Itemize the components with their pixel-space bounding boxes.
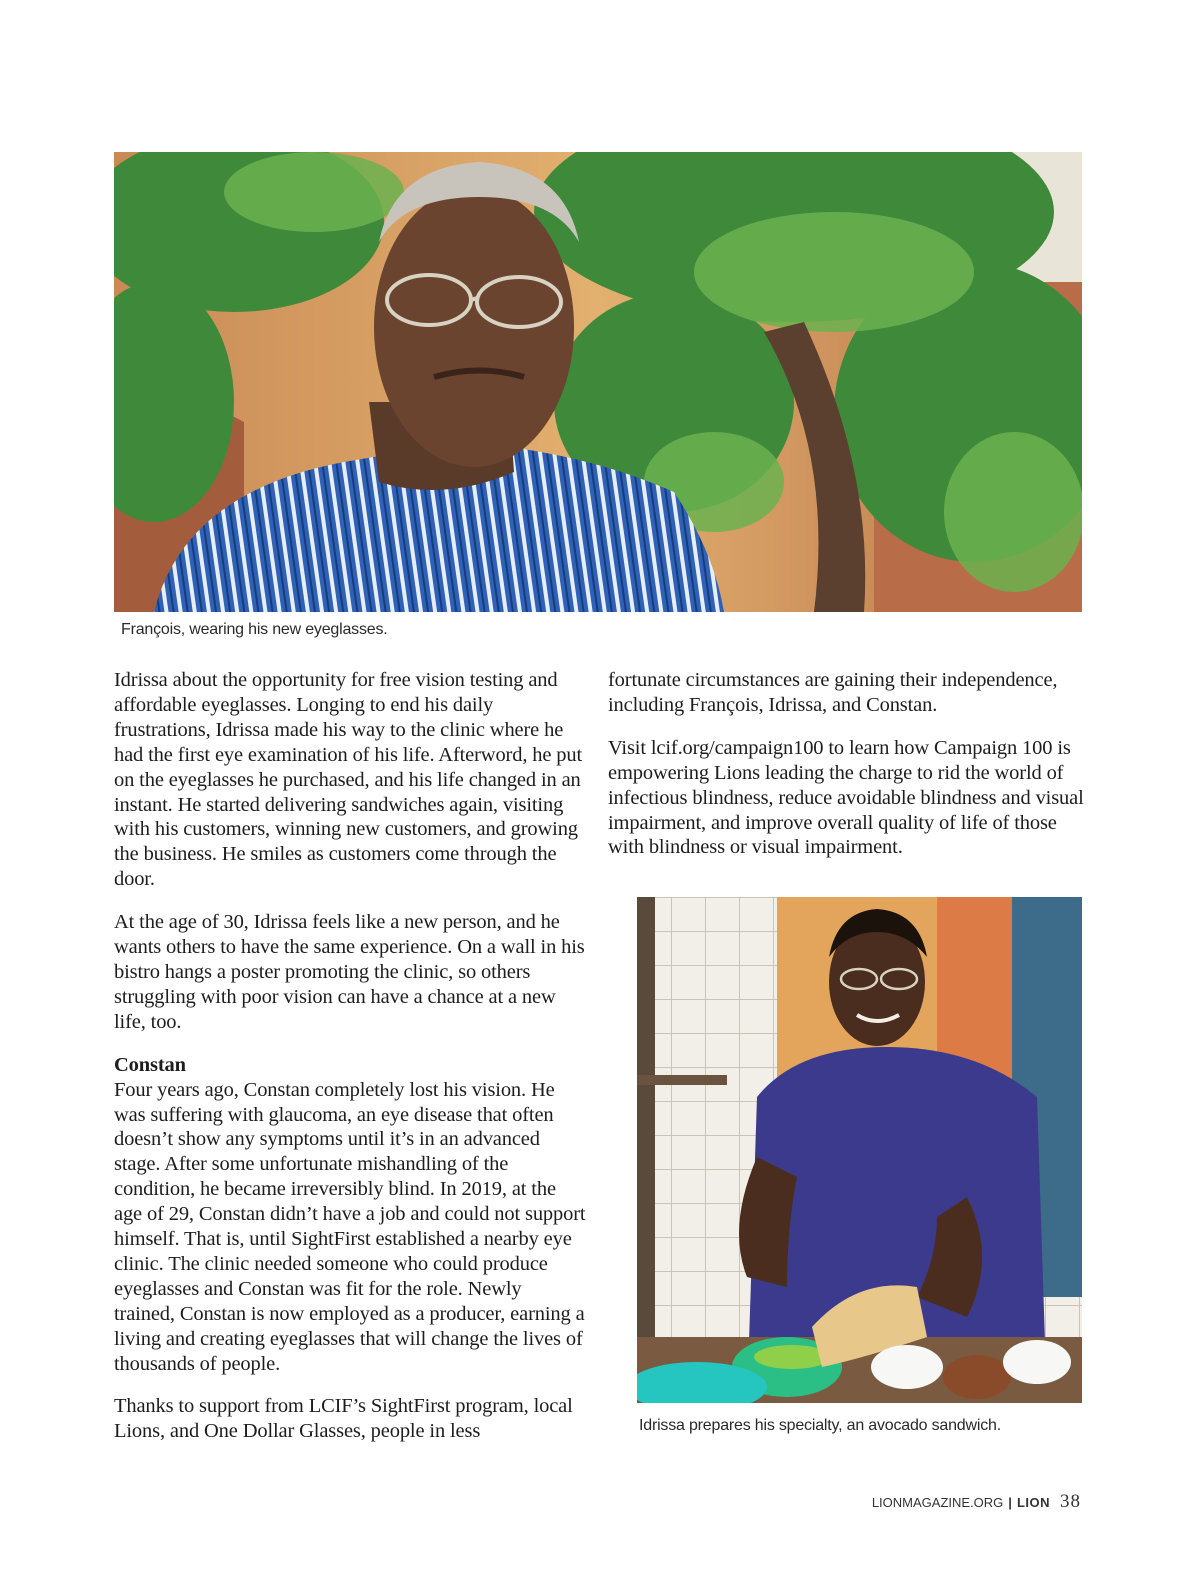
- article-paragraph: Thanks to support from LCIF’s SightFirst program, local Lions, and One Dollar Glasses, people in less: [114, 1395, 573, 1443]
- footer-brand: LION: [1016, 1495, 1050, 1510]
- article-right-column: [608, 668, 1084, 878]
- footer-separator: |: [1008, 1495, 1012, 1510]
- article-left-column: [114, 668, 586, 1462]
- photo-caption: François, wearing his new eyeglasses.: [121, 621, 388, 638]
- portrait-photo-illustration: [114, 152, 1082, 612]
- page-footer: [872, 1491, 1081, 1513]
- article-paragraph: Idrissa about the opportunity for free vision testing and affordable eyeglasses. Longing to end his daily frustrations, Idrissa made his way to the clinic where he had the first eye examination of his life. Afterword, he put on the eyeglasses he purchased, and his life changed in an instant. He started delivering sandwiches again, visiting with his customers, winning new customers, and growing the business. He smiles as customers come through the door.: [114, 669, 583, 891]
- page-number: 38: [1060, 1491, 1081, 1512]
- portrait-photo: [114, 152, 1082, 612]
- article-paragraph: fortunate circumstances are gaining their independence, including François, Idrissa, and Constan.: [608, 669, 1058, 716]
- sandwich-photo-illustration: [637, 897, 1082, 1403]
- sandwich-photo: [637, 897, 1082, 1403]
- footer-site: LIONMAGAZINE.ORG: [871, 1495, 1004, 1510]
- section-heading: Constan: [114, 1053, 186, 1076]
- article-paragraph: At the age of 30, Idrissa feels like a new person, and he wants others to have the same experience. On a wall in his bistro hangs a poster promoting the clinic, so others struggling with poor vision can have a chance at a new life, too.: [114, 911, 585, 1033]
- article-section: [114, 1053, 586, 1377]
- article-paragraph: Visit lcif.org/campaign100 to learn how Campaign 100 is empowering Lions leading the charge to rid the world of infectious blindness, reduce avoidable blindness and visual impairment, and improve overall quality of life of those with blindness or visual impairment.: [608, 736, 1084, 859]
- photo-caption: Idrissa prepares his specialty, an avocado sandwich.: [639, 1417, 1001, 1434]
- article-paragraph: Four years ago, Constan completely lost his vision. He was suffering with glaucoma, an eye disease that often doesn’t show any symptoms until it’s in an advanced stage. After some unfortunate mishandling of the condition, he became irreversibly blind. In 2019, at the age of 29, Constan didn’t have a job and could not support himself. That is, until SightFirst established a nearby eye clinic. The clinic needed someone who could produce eyeglasses and Constan was fit for the role. Newly trained, Constan is now employed as a producer, earning a living and creating eyeglasses that will change the lives of thousands of people.: [114, 1078, 586, 1375]
